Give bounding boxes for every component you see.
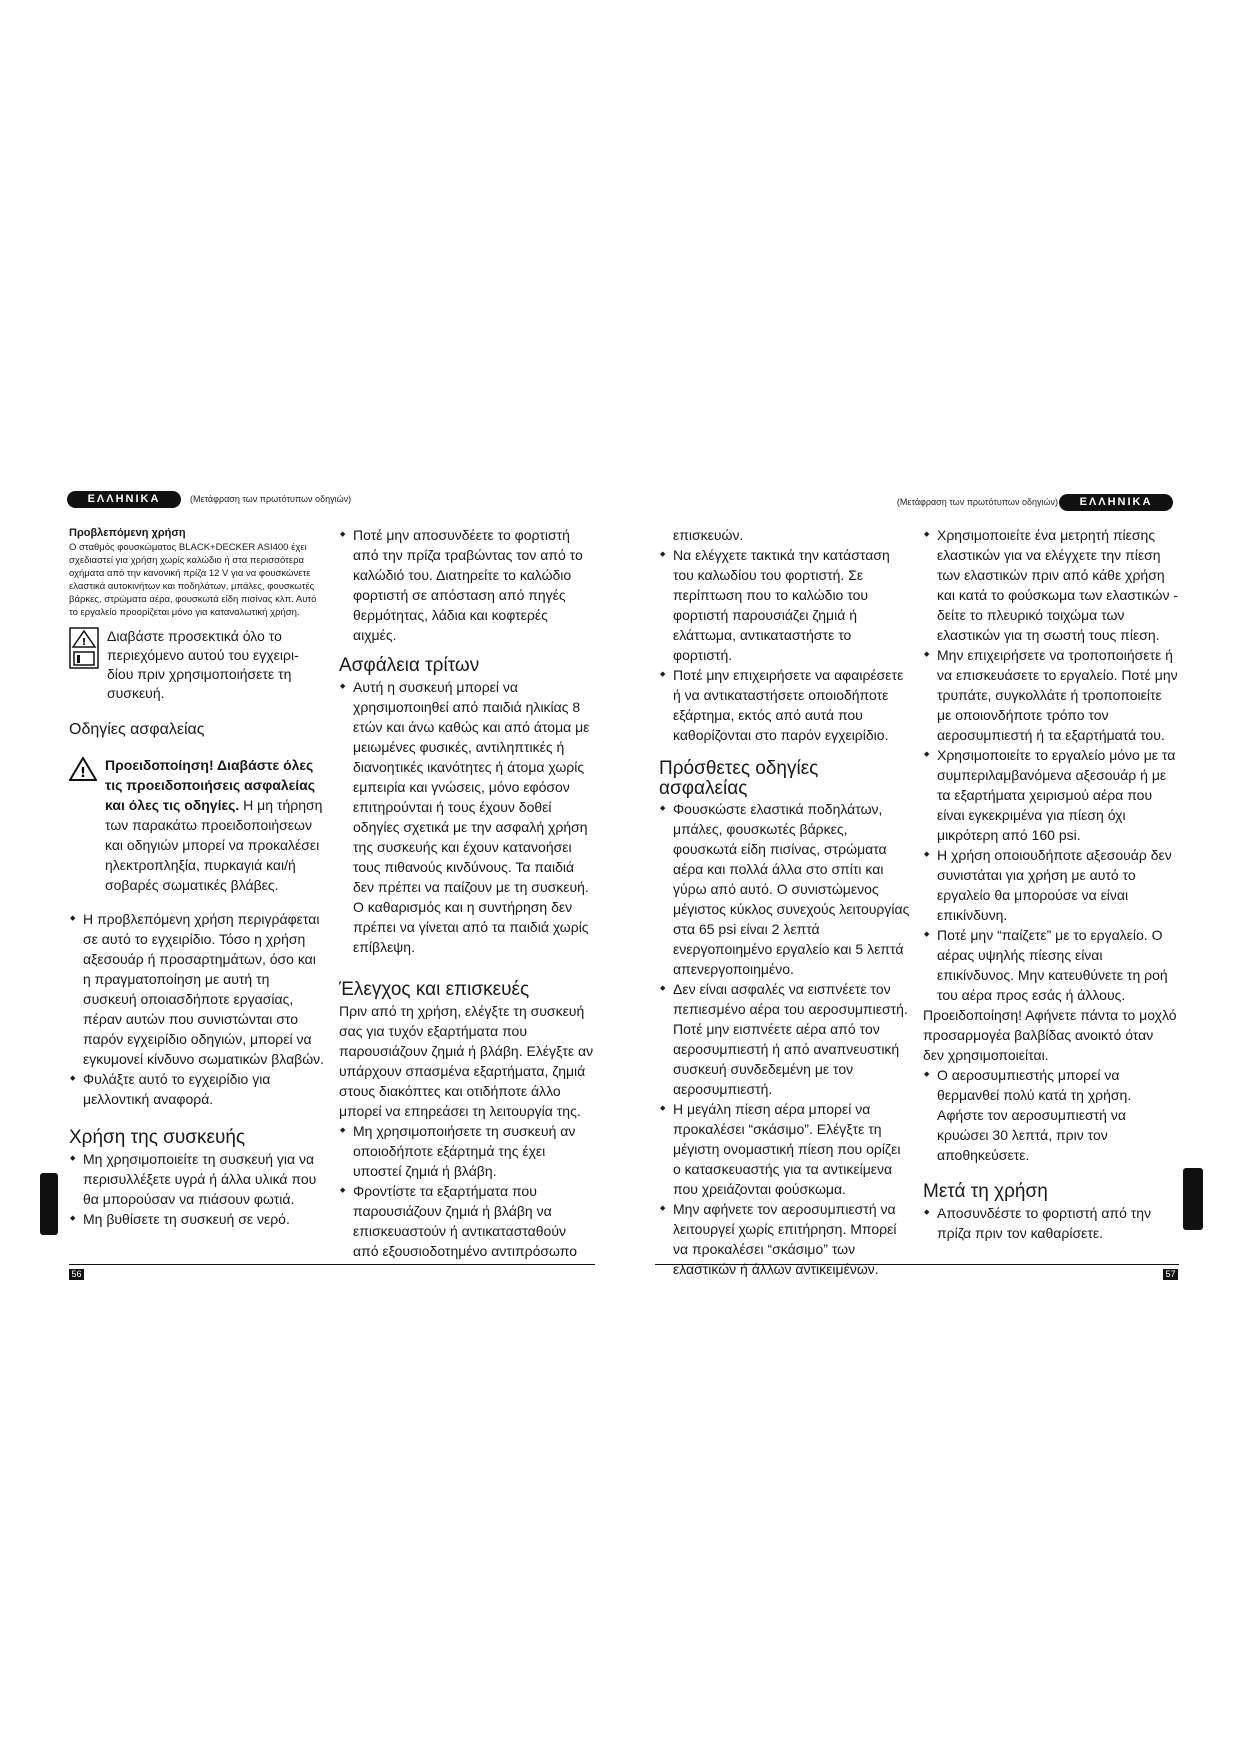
list-item: ◆ Μην αφήνετε τον αεροσυμπιεστή να λειτουργεί χωρίς επιτήρηση. Μπορεί να προκαλέσει “σκάσιμο” των ελαστικών ή άλλων αντικειμένων. [659,1199,912,1279]
inspection-text: Πριν από τη χρήση, ελέγξτε τη συσκευή σας για τυχόν εξαρτήματα που παρουσιάζουν ζημιά ή βλάβη. Ελέγξτε αν υπάρχουν σπασμένα εξαρτήματα, ζημιά στους διακόπτες και οτιδήποτε άλλο μπορεί να επηρεάσει τη λειτουργία της. [339,1003,594,1119]
warning-block [69,755,325,895]
list-item: ◆ Ποτέ μην επιχειρήσετε να αφαιρέσετε ή να αντικαταστήσετε οποιοδήποτε εξάρτημα, εκτός από αυτά που καθορίζονται στο παρόν εγχειρίδιο. [659,665,912,745]
column-1 [69,526,325,1229]
read-manual-text: Διαβάστε προσεκτικά όλο το περιεχόμενο αυτού του εγχειριδίου πριν χρησιμοποιήσετε τη συσκευή. [107,628,299,701]
list-item: ◆ Μην επιχειρήσετε να τροποποιήσετε ή να επισκευάσετε το εργαλείο. Ποτέ μην τρυπάτε, συγκολλάτε ή τροποποιείτε με οποιονδήποτε τρόπο τον αεροσυμπιεστή ή τα εξαρτήματά του. [923,645,1178,745]
language-badge-left: ΕΛΛΗΝΙΚΑ [67,491,181,508]
cooling-bullets [923,1065,1178,1165]
list-item: ◆ Χρησιμοποιείτε το εργαλείο μόνο με τα συμπεριλαμβανόμενα αξεσουάρ ή με τα εξαρτήματα χειρισμού αέρα που είναι εγκεκριμένα για πίεση όχι μικρότερη από 160 psi. [923,745,1178,845]
list-item: ◆ Φουσκώστε ελαστικά ποδηλάτων, μπάλες, φουσκωτές βάρκες, φουσκωτά είδη πισίνας, στρώματα αέρα και πολλά άλλα στο σπίτι και γύρω από αυτό. Ο συνιστώμενος μέγιστος κύκλος συνεχούς λειτουργίας στα 65 psi είναι 2 λεπτά ενεργοποιημένο εργαλείο και 5 λεπτά απενεργοποιημένο. [659,799,912,979]
list-item: ◆ Ποτέ μην αποσυνδέετε το φορτιστή από την πρίζα τραβώντας τον από το καλώδιό του. Διατηρείτε το καλώδιο φορτιστή σε απόσταση από πηγές θερμότητας, λάδια και κοφτερές αιχμές. [339,525,595,645]
warning-text: Η μη τήρηση των παρακάτω προειδοποιήσεων και οδηγιών μπορεί να προκαλέσει ηλεκτροπληξία, πυρκαγιά και/ή σοβαρές σωματικές βλάβες. [105,797,323,893]
translation-note-right: (Μετάφραση των πρωτότυπων οδηγιών) [896,497,1058,507]
list-item: ◆ Αποσυνδέστε το φορτιστή από την πρίζα πριν τον καθαρίσετε. [923,1203,1178,1243]
column-3 [659,525,912,1279]
list-item: ◆ Δεν είναι ασφαλές να εισπνέετε τον πεπιεσμένο αέρα του αεροσυμπιεστή. Ποτέ μην εισπνέετε αέρα από τον αεροσυμπιεστή ή από αναπνευστική συσκευή συνδεδεμένη με τον αεροσυμπιεστή. [659,979,912,1099]
column-4 [923,525,1178,1243]
list-item: ◆ Χρησιμοποιείτε ένα μετρητή πίεσης ελαστικών για να ελέγχετε την πίεση των ελαστικών πριν από κάθε χρήση και κατά το φούσκωμα των ελαστικών - δείτε το πλευρικό τοιχώμα των ελαστικών για τη σωστή τους πίεση. [923,525,1178,645]
list-item: ◆ Μη βυθίσετε τη συσκευή σε νερό. [69,1209,325,1229]
svg-text:!: ! [80,766,86,781]
list-item: ◆ Να ελέγχετε τακτικά την κατάσταση του καλωδίου του φορτιστή. Σε περίπτωση που το καλώδιο του φορτιστή παρουσιάζει ζημιά ή ελάττωμα, αντικαταστήστε το φορτιστή. [659,545,912,665]
charger-bullets [339,525,595,645]
bottom-rule-right [655,1264,1179,1265]
charger-check-bullets [659,545,912,745]
use-bullets [69,1149,325,1229]
side-tab-left [40,1173,58,1235]
list-item: ◆ Μη χρησιμοποιείτε τη συσκευή για να περισυλλέξετε υγρά ή άλλα υλικά που θα μπορούσαν να πιάσουν φωτιά. [69,1149,325,1209]
inspection-bullets [339,1121,595,1261]
list-item: ◆ Αυτή η συσκευή μπορεί να χρησιμοποιηθεί από παιδιά ηλικίας 8 ετών και άνω καθώς και από άτομα με μειωμένες φυσικές, αντιληπτικές ή διανοητικές ικανότητες ή άτομα χωρίς εμπειρία και γνώσεις, μόνο εφόσον επιτηρούνται ή τους έχουν δοθεί οδηγίες σχετικά με την ασφαλή χρήση της συσκευής και έχουν κατανοήσει τους πιθανούς κινδύνους. Τα παιδιά δεν πρέπει να παίζουν με τη συσκευή. Ο καθαρισμός και η συντήρηση δεν πρέπει να γίνεται από τα παιδιά χωρίς επίβλεψη. [339,677,595,957]
list-item: ◆ Φροντίστε τα εξαρτήματα που παρουσιάζουν ζημιά ή βλάβη να επισκευαστούν ή αντικατασταθούν από εξουσιοδοτημένο αντιπρόσωπο [339,1181,595,1261]
third-party-bullets [339,677,595,957]
warning-bold-text: Προειδοποίηση! Διαβάστε όλες τις προειδοποιήσεις ασφαλείας και όλες τις οδηγίες. [105,757,316,813]
general-bullets [69,909,325,1109]
inspection-repairs-heading: Έλεγχος και επισκευές [339,979,530,1000]
after-use-bullets [923,1203,1178,1243]
translation-note-left: (Μετάφραση των πρωτότυπων οδηγιών) [190,494,352,504]
additional-safety-heading: Πρόσθετες οδηγίες ασφαλείας [659,758,819,799]
valve-warning-text: Προειδοποίηση! Αφήνετε πάντα το μοχλό προσαρμογέα βαλβίδας ανοικτό όταν δεν χρησιμοποιείται. [923,1007,1177,1063]
safety-instructions-heading: Οδηγίες ασφαλείας [69,721,205,738]
page-number-left: 56 [69,1269,84,1280]
tool-bullets [923,525,1178,1005]
side-tab-right [1183,1168,1203,1230]
list-item: ◆ Ο αεροσυμπιεστής μπορεί να θερμανθεί πολύ κατά τη χρήση. Αφήστε τον αεροσυμπιεστή να κρυώσει 30 λεπτά, πριν τον αποθηκεύσετε. [923,1065,1178,1165]
after-use-heading: Μετά τη χρήση [923,1181,1048,1202]
read-manual-icon [69,627,99,669]
third-party-safety-heading: Ασφάλεια τρίτων [339,655,480,676]
list-item: ◆ Η χρήση οποιουδήποτε αξεσουάρ δεν συνιστάται για χρήση με αυτό το εργαλείο θα μπορούσε να είναι επικίνδυνη. [923,845,1178,925]
intended-use-text: Ο σταθμός φουσκώματος BLACK+DECKER ASI400 έχει σχεδιαστεί για χρήση χωρίς καλώδιο ή στα περισσότερα οχήματα από την κανονική πρίζα 12 V για να φουσκώνετε ελαστικά αυτοκινήτων και ποδηλάτων, μπάλες, φουσκωτές βάρκες, στρώματα αέρα, φουσκωτά είδη πισίνας κλπ. Αυτό το εργαλείο προορίζεται μόνο για καταναλωτική χρήση. [69,542,317,618]
additional-safety-bullets [659,799,912,1279]
column-2 [339,525,595,1261]
list-item: ◆ Φυλάξτε αυτό το εγχειρίδιο για μελλοντική αναφορά. [69,1069,325,1109]
read-manual-block [69,627,325,703]
warning-triangle-icon [69,757,97,781]
list-item: ◆ Η μεγάλη πίεση αέρα μπορεί να προκαλέσει “σκάσιμο”. Ελέγξτε τη μέγιστη ονομαστική πίεση που ορίζει ο κατασκευαστής για τα αντικείμενα που χρειάζονται φούσκωμα. [659,1099,912,1199]
list-item: ◆ Η προβλεπόμενη χρήση περιγράφεται σε αυτό το εγχειρίδιο. Τόσο η χρήση αξεσουάρ ή προσαρτημάτων, όσο και η πραγματοποίηση με αυτή τη συσκευή οποιασδήποτε εργασίας, πέραν αυτών που συνιστώνται στο παρόν εγχειρίδιο οδηγιών, μπορεί να εγκυμονεί κίνδυνο σωματικών βλαβών. [69,909,325,1069]
continued-text: επισκευών. [673,527,744,543]
page-number-right: 57 [1163,1269,1178,1280]
bottom-rule-left [69,1264,595,1265]
svg-text:!: ! [81,637,87,648]
intended-use-heading: Προβλεπόμενη χρήση [69,527,186,539]
language-badge-right: ΕΛΛΗΝΙΚΑ [1059,494,1173,511]
list-item: ◆ Μη χρησιμοποιήσετε τη συσκευή αν οποιοδήποτε εξάρτημά της έχει υποστεί ζημιά ή βλάβη. [339,1121,595,1181]
list-item: ◆ Ποτέ μην “παίζετε” με το εργαλείο. Ο αέρας υψηλής πίεσης είναι επικίνδυνος. Μην κατευθύνετε τη ροή του αέρα προς εσάς ή άλλους. [923,925,1178,1005]
use-of-appliance-heading: Χρήση της συσκευής [69,1127,246,1148]
